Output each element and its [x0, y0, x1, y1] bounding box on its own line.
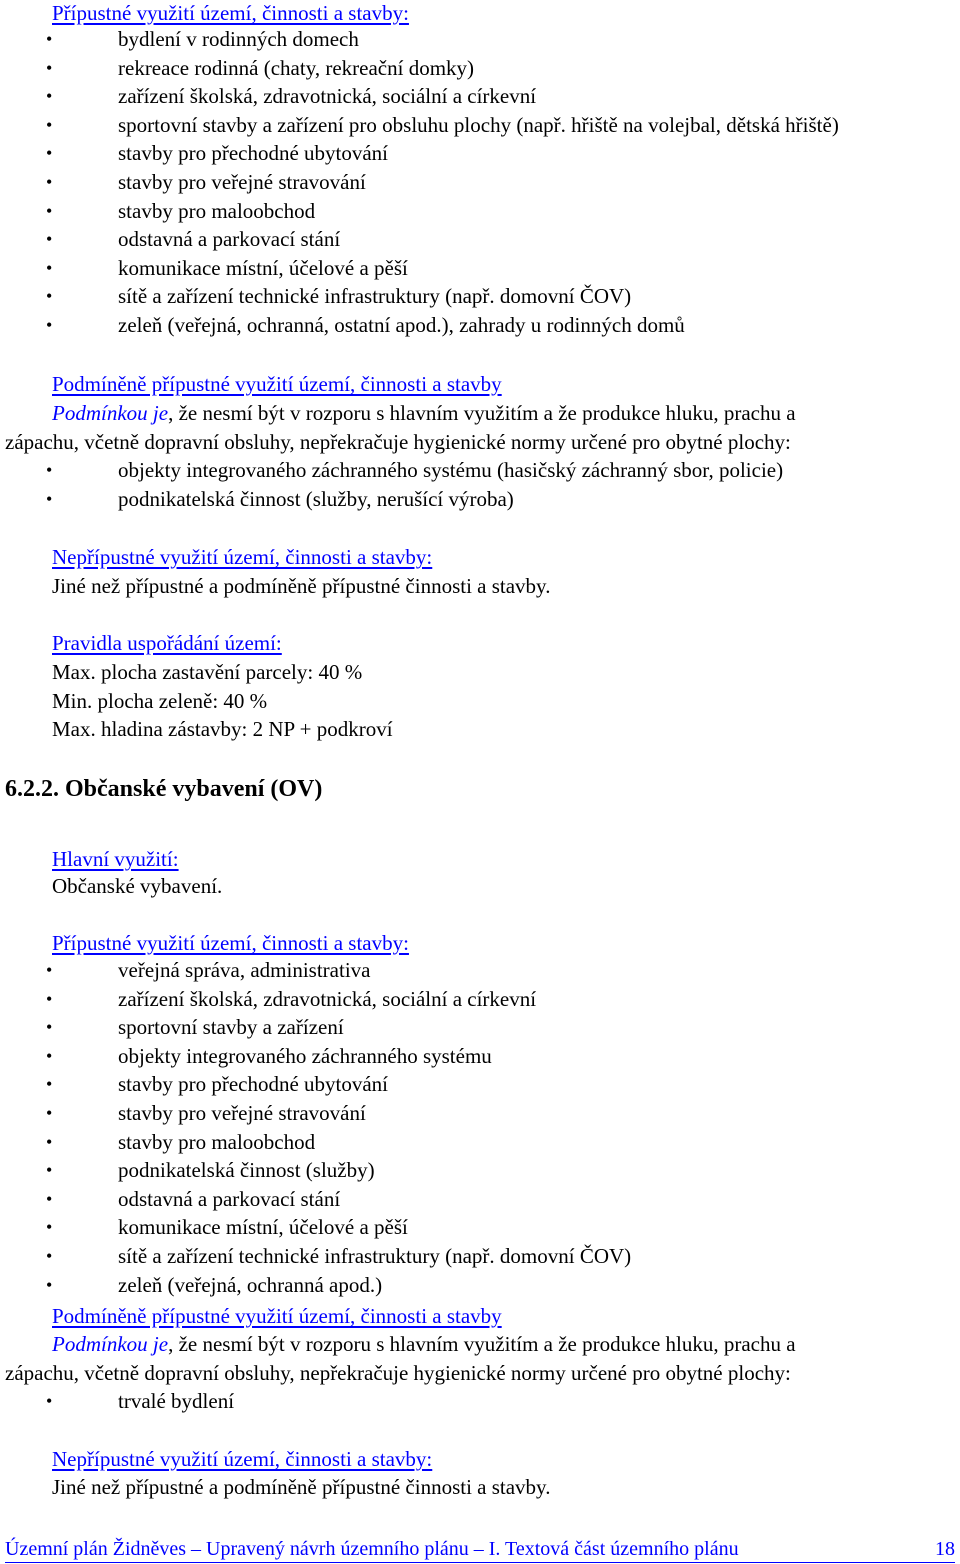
list-item	[0, 312, 960, 341]
list-item-text: trvalé bydlení	[118, 1389, 235, 1413]
list-item	[0, 486, 960, 515]
list-item-text: podnikatelská činnost (služby, nerušící výroba)	[118, 486, 514, 511]
list-item	[0, 112, 960, 141]
prohibited-use-text: Jiné než přípustné a podmíněně přípustné činnosti a stavby.	[52, 574, 551, 598]
list-item	[0, 1243, 960, 1272]
list-item	[0, 457, 960, 486]
page-footer	[5, 1536, 955, 1563]
list-item-text: stavby pro přechodné ubytování	[118, 141, 389, 166]
list-item	[0, 255, 960, 284]
list-item-text: bydlení v rodinných domech	[118, 27, 359, 51]
prohibited-use-heading: Nepřípustné využití území, činnosti a stavby:	[52, 545, 433, 569]
bullet-icon: •	[46, 286, 53, 307]
conditional-use-heading-ov: Podmíněně přípustné využití území, činnosti a stavby	[52, 1304, 502, 1328]
condition-text-line1-ov: Podmínkou je, že nesmí být v rozporu s hlavním využitím a že produkce hluku, prachu a	[52, 1332, 796, 1356]
list-item-text: odstavná a parkovací stání	[118, 1186, 341, 1211]
list-item-text: zařízení školská, zdravotnická, sociální a církevní	[118, 986, 537, 1011]
list-item-text: sítě a zařízení technické infrastruktury (např. domovní ČOV)	[118, 284, 632, 309]
list-item	[0, 226, 960, 255]
list-item-text: zeleň (veřejná, ochranná apod.)	[118, 1272, 383, 1297]
list-item	[0, 1214, 960, 1243]
list-item-text: komunikace místní, účelové a pěší	[118, 255, 408, 280]
condition-text-line2-ov: zápachu, včetně dopravní obsluhy, nepřekračuje hygienické normy určené pro obytné plochy:	[5, 1361, 791, 1385]
list-item	[0, 83, 960, 112]
layout-rules-heading: Pravidla uspořádání území:	[52, 631, 282, 655]
bullet-icon: •	[46, 488, 53, 509]
bullet-icon: •	[46, 171, 53, 192]
permitted-use-heading-ov: Přípustné využití území, činnosti a stavby:	[52, 931, 409, 955]
list-item-text: komunikace místní, účelové a pěší	[118, 1215, 408, 1240]
main-use-text: Občanské vybavení.	[52, 874, 223, 898]
bullet-icon: •	[46, 1131, 53, 1152]
permitted-use-heading: Přípustné využití území, činnosti a stavby:	[52, 1, 409, 25]
list-item-text: zařízení školská, zdravotnická, sociální a církevní	[118, 84, 537, 109]
list-item	[0, 986, 960, 1015]
prohibited-use-text-ov: Jiné než přípustné a podmíněně přípustné činnosti a stavby.	[52, 1475, 551, 1499]
bullet-icon: •	[46, 86, 53, 107]
list-item	[0, 1014, 960, 1043]
main-use-heading: Hlavní využití:	[52, 847, 179, 871]
list-item-text: sportovní stavby a zařízení pro obsluhu plochy (např. hřiště na volejbal, dětská hřiště)	[118, 112, 839, 137]
list-item-text: odstavná a parkovací stání	[118, 227, 341, 252]
list-item-text: sportovní stavby a zařízení	[118, 1015, 344, 1040]
bullet-icon: •	[46, 1245, 53, 1266]
layout-rule-line: Max. plocha zastavění parcely: 40 %	[52, 660, 363, 684]
bullet-icon: •	[46, 1102, 53, 1123]
bullet-icon: •	[46, 1160, 53, 1181]
bullet-icon: •	[46, 1017, 53, 1038]
list-item-text: veřejná správa, administrativa	[118, 958, 371, 982]
bullet-icon: •	[46, 1188, 53, 1209]
list-item	[0, 1272, 960, 1301]
permitted-use-list-ov	[0, 957, 960, 1300]
conditional-use-list	[0, 457, 960, 514]
list-item	[0, 198, 960, 227]
list-item-text: podnikatelská činnost (služby)	[118, 1158, 375, 1183]
list-item	[0, 1157, 960, 1186]
bullet-icon: •	[46, 57, 53, 78]
bullet-icon: •	[46, 314, 53, 335]
list-item	[0, 26, 960, 55]
section-title: 6.2.2. Občanské vybavení (OV)	[5, 776, 323, 802]
list-item-text: objekty integrovaného záchranného systému (hasičský záchranný sbor, policie)	[118, 458, 784, 482]
list-item	[0, 1388, 960, 1417]
list-item-text: stavby pro veřejné stravování	[118, 1100, 366, 1125]
list-item	[0, 1043, 960, 1072]
bullet-icon: •	[46, 1045, 53, 1066]
list-item	[0, 1100, 960, 1129]
list-item	[0, 55, 960, 84]
list-item	[0, 283, 960, 312]
list-item-text: objekty integrovaného záchranného systému	[118, 1043, 492, 1068]
list-item-text: stavby pro veřejné stravování	[118, 169, 366, 194]
bullet-icon: •	[46, 143, 53, 164]
list-item	[0, 169, 960, 198]
layout-rule-line: Min. plocha zeleně: 40 %	[52, 689, 268, 713]
bullet-icon: •	[46, 960, 53, 980]
list-item-text: sítě a zařízení technické infrastruktury (např. domovní ČOV)	[118, 1243, 632, 1268]
conditional-use-heading: Podmíněně přípustné využití území, činnosti a stavby	[52, 372, 502, 396]
page-number: 18	[935, 1538, 955, 1560]
bullet-icon: •	[46, 988, 53, 1009]
bullet-icon: •	[46, 1391, 53, 1411]
bullet-icon: •	[46, 257, 53, 278]
conditional-use-list-ov	[0, 1388, 960, 1417]
list-item-text: stavby pro maloobchod	[118, 1129, 316, 1154]
list-item-text: rekreace rodinná (chaty, rekreační domky)	[118, 55, 475, 80]
bullet-icon: •	[46, 460, 53, 480]
list-item-text: stavby pro maloobchod	[118, 198, 316, 223]
bullet-icon: •	[46, 114, 53, 135]
list-item	[0, 1071, 960, 1100]
bullet-icon: •	[46, 200, 53, 221]
prohibited-use-heading-ov: Nepřípustné využití území, činnosti a stavby:	[52, 1447, 433, 1471]
bullet-icon: •	[46, 229, 53, 250]
bullet-icon: •	[46, 29, 53, 49]
condition-text-line1: Podmínkou je, že nesmí být v rozporu s hlavním využitím a že produkce hluku, prachu a	[52, 401, 796, 425]
footer-title: Územní plán Židněves – Upravený návrh územního plánu – I. Textová část územního plánu	[5, 1538, 739, 1560]
layout-rule-line: Max. hladina zástavby: 2 NP + podkroví	[52, 717, 393, 741]
bullet-icon: •	[46, 1217, 53, 1238]
list-item	[0, 140, 960, 169]
list-item	[0, 957, 960, 986]
list-item	[0, 1129, 960, 1158]
list-item	[0, 1186, 960, 1215]
list-item-text: zeleň (veřejná, ochranná, ostatní apod.), zahrady u rodinných domů	[118, 312, 685, 337]
condition-text-line2: zápachu, včetně dopravní obsluhy, nepřekračuje hygienické normy určené pro obytné plochy:	[5, 430, 791, 454]
permitted-use-list	[0, 26, 960, 341]
list-item-text: stavby pro přechodné ubytování	[118, 1072, 389, 1097]
bullet-icon: •	[46, 1274, 53, 1295]
bullet-icon: •	[46, 1074, 53, 1095]
